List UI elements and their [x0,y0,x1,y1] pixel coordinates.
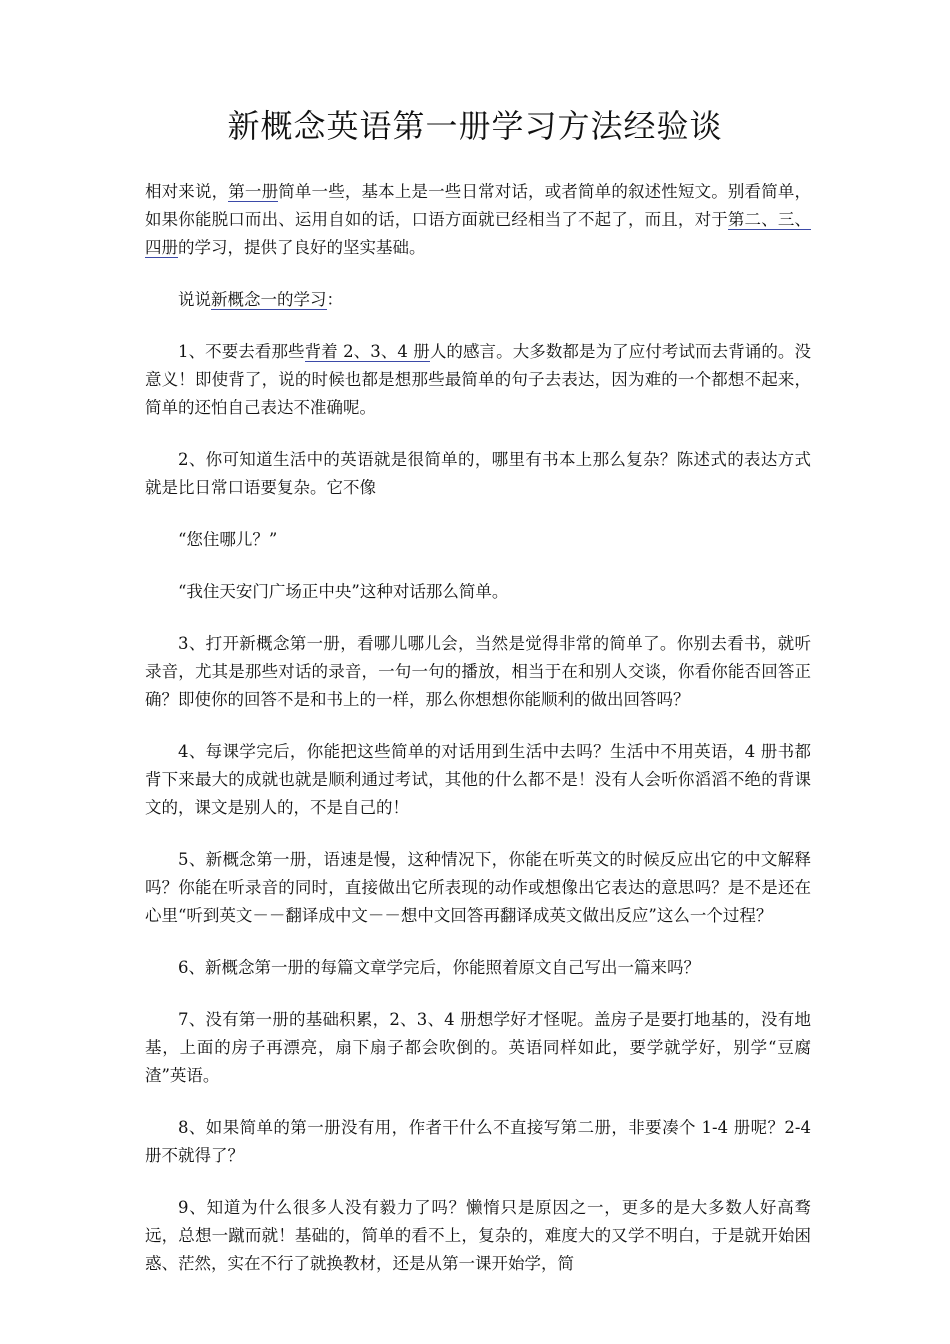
point-8-paragraph: 8、如果简单的第一册没有用，作者干什么不直接写第二册，非要凑个 1-4 册呢？2-4 册不就得了？ [145,1118,811,1165]
document-body [145,178,811,1302]
lead-text-1: 说说 [178,290,211,309]
quote-1-paragraph: “您住哪儿？” [178,530,278,549]
point-7-paragraph: 7、没有第一册的基础积累，2、3、4 册想学好才怪呢。盖房子是要打地基的，没有地基，上面的房子再漂亮，扇下扇子都会吹倒的。英语同样如此，要学就学好，别学“豆腐渣”英语。 [145,1010,811,1085]
lead-paragraph [145,286,811,314]
point-1-paragraph [145,338,811,422]
intro-text-1: 相对来说， [145,182,229,201]
memorized-books-link[interactable]: 背着 2、3、4 册 [304,342,430,361]
books-two-to-four-link[interactable]: 第二、三、四册 [145,210,812,257]
point-5-paragraph: 5、新概念第一册，语速是慢，这种情况下，你能在听英文的时候反应出它的中文解释吗？你能在听录音的同时，直接做出它所表现的动作或想像出它表达的意思吗？是不是还在心里“听到英文－－翻译成中文－－想中文回答再翻译成英文做出反应”这么一个过程？ [145,850,811,925]
book-one-link[interactable]: 第一册 [228,182,279,201]
point-3-paragraph: 3、打开新概念第一册，看哪儿哪儿会，当然是觉得非常的简单了。你别去看书，就听录音，尤其是那些对话的录音，一句一句的播放，相当于在和别人交谈，你看你能否回答正确？即使你的回答不是和书上的一样，那么你想想你能顺利的做出回答吗？ [145,634,811,709]
point-1-text-2: 人的感言。大多数都是为了应付考试而去背诵的。没意义！即使背了，说的时候也都是想那些最简单的句子去表达，因为难的一个都想不起来，简单的还怕自己表达不准确呢。 [145,342,812,417]
point-2-paragraph: 2、你可知道生活中的英语就是很简单的，哪里有书本上那么复杂？陈述式的表达方式就是比日常口语要复杂。它不像 [145,450,811,497]
intro-paragraph [145,178,811,262]
point-4-paragraph: 4、每课学完后，你能把这些简单的对话用到生活中去吗？生活中不用英语，4 册书都背下来最大的成就也就是顺利通过考试，其他的什么都不是！没有人会听你滔滔不绝的背课文的，课文是别人的，不是自己的！ [145,742,811,817]
point-6-paragraph: 6、新概念第一册的每篇文章学完后，你能照着原文自己写出一篇来吗？ [178,958,700,977]
lead-text-2: ： [326,290,343,309]
point-9-paragraph: 9、知道为什么很多人没有毅力了吗？懒惰只是原因之一，更多的是大多数人好高骛远，总想一蹴而就！基础的，简单的看不上，复杂的，难度大的又学不明白，于是就开始困惑、茫然，实在不行了就换教材，还是从第一课开始学，简 [145,1198,811,1273]
intro-text-2: 简单一些，基本上是一些日常对话，或者简单的叙述性短文。别看简单，如果你能脱口而出、运用自如的话，口语方面就已经相当了不起了，而且，对于 [145,182,812,229]
point-1-text-1: 1、不要去看那些 [178,342,305,361]
intro-text-3: 的学习，提供了良好的坚实基础。 [178,238,426,257]
quote-2-paragraph: “我住天安门广场正中央”这种对话那么简单。 [178,582,509,601]
document-title: 新概念英语第一册学习方法经验谈 [227,107,723,145]
nce-one-study-link[interactable]: 新概念一的学习 [211,290,327,309]
